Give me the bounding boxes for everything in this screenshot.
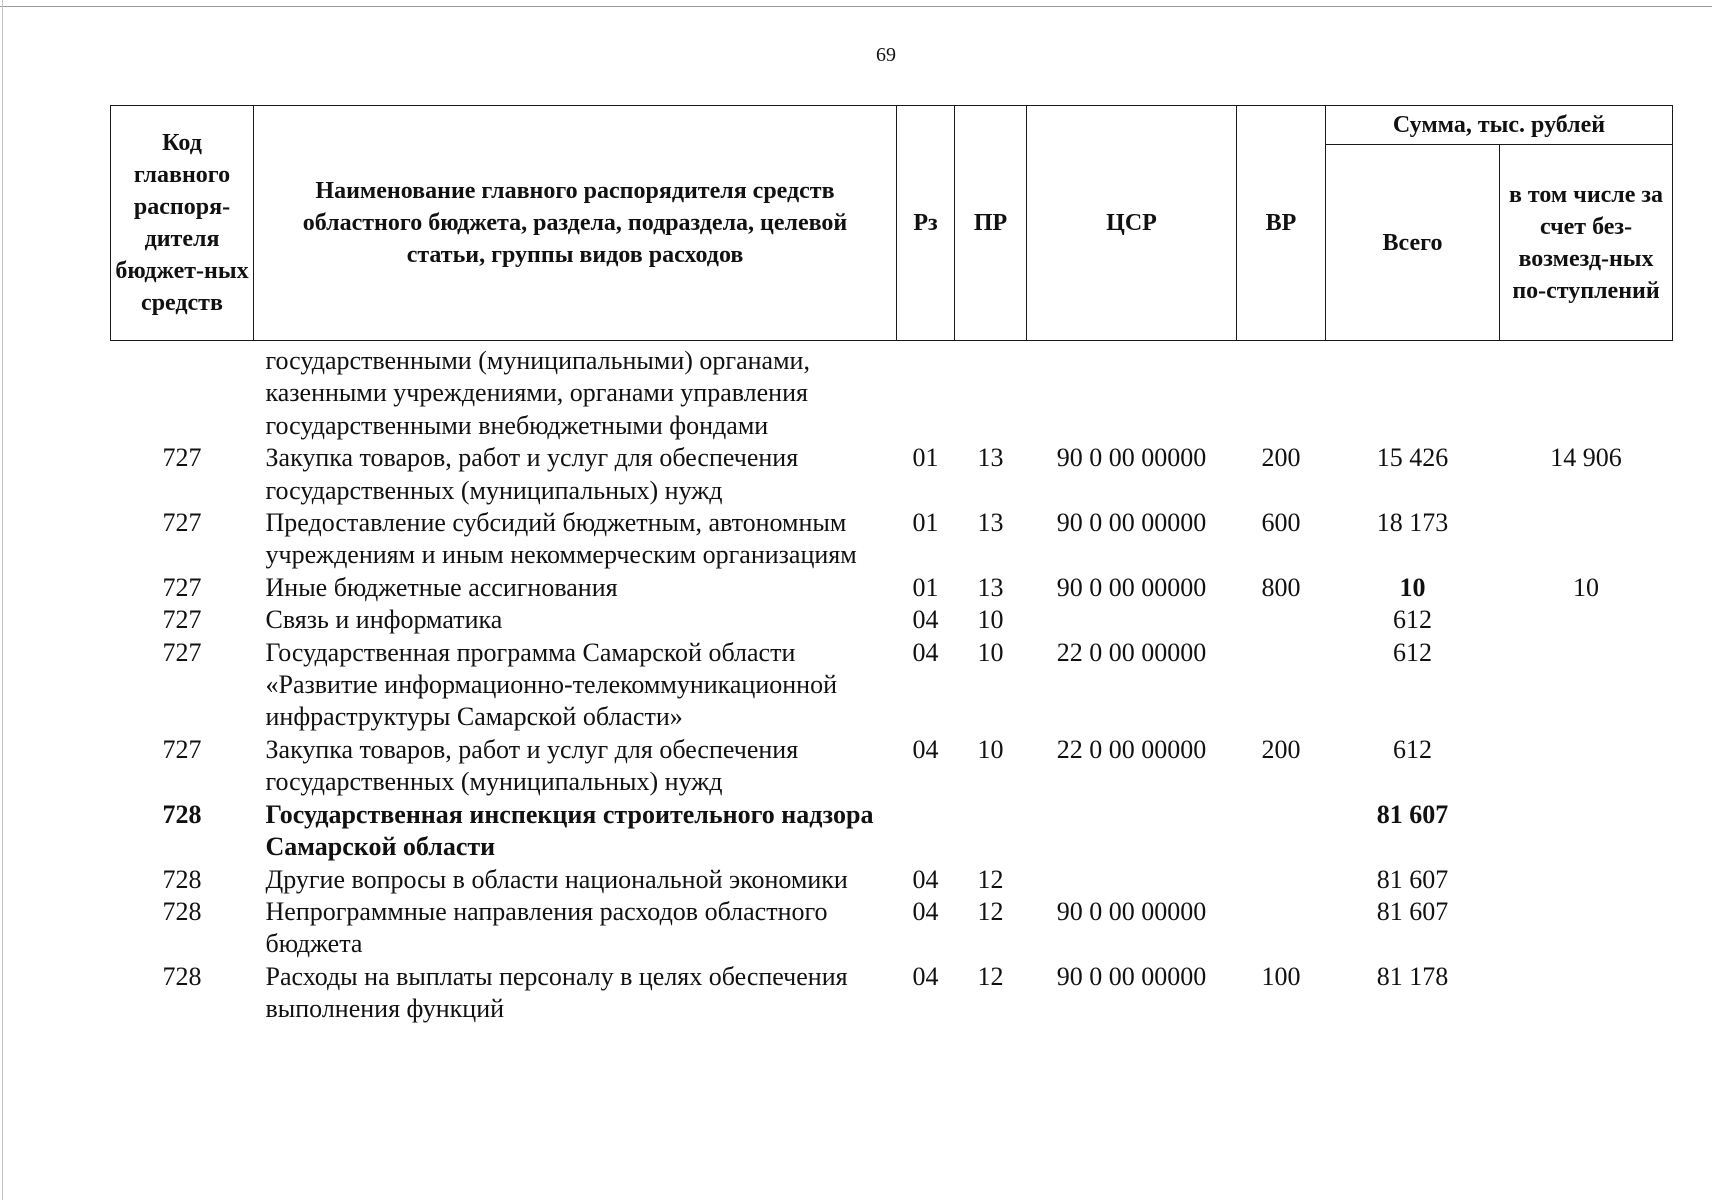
cell-pr: 13 <box>977 508 1004 538</box>
cell-total: 81 607 <box>1376 864 1449 894</box>
table-row <box>111 572 1673 604</box>
cell-rz: 01 <box>912 572 939 602</box>
cell-vr <box>1237 799 1326 864</box>
cell-free <box>1500 961 1673 1026</box>
page-number: 69 <box>876 44 896 66</box>
cell-csr <box>1027 864 1237 896</box>
header-total: Всего <box>1326 145 1500 341</box>
cell-csr <box>1027 341 1237 443</box>
cell-rz <box>897 799 955 864</box>
header-code: Код главного распоря-дителя бюджет-ных средств <box>111 106 254 341</box>
table-row <box>111 734 1673 799</box>
cell-free <box>1500 734 1673 799</box>
cell-rz: 04 <box>912 734 939 764</box>
cell-free <box>1500 799 1673 864</box>
cell-free <box>1500 637 1673 734</box>
budget-table <box>110 105 1673 1026</box>
cell-code: 728 <box>162 799 202 829</box>
cell-code: 727 <box>162 572 202 602</box>
cell-vr <box>1237 604 1326 636</box>
cell-vr: 600 <box>1261 508 1301 538</box>
cell-code: 727 <box>162 734 202 764</box>
cell-rz <box>897 341 955 443</box>
cell-free <box>1500 507 1673 572</box>
cell-pr: 13 <box>977 443 1004 473</box>
table-body <box>111 341 1673 1026</box>
cell-csr: 90 0 00 00000 <box>1056 572 1207 602</box>
cell-vr: 100 <box>1261 961 1301 991</box>
cell-pr: 13 <box>977 572 1004 602</box>
scan-edge-left <box>2 0 3 1200</box>
cell-free: 14 906 <box>1550 443 1622 473</box>
cell-rz: 04 <box>912 605 939 635</box>
table-row <box>111 507 1673 572</box>
table-row <box>111 341 1673 443</box>
header-csr: ЦСР <box>1027 106 1237 341</box>
cell-pr: 10 <box>977 637 1004 667</box>
cell-csr: 90 0 00 00000 <box>1056 443 1207 473</box>
cell-pr: 12 <box>977 961 1004 991</box>
cell-rz: 04 <box>912 961 939 991</box>
cell-vr <box>1237 341 1326 443</box>
cell-total: 612 <box>1393 734 1432 764</box>
cell-free <box>1500 341 1673 443</box>
table-row <box>111 604 1673 636</box>
cell-name: Связь и информатика <box>265 605 503 635</box>
header-free: в том числе за счет без-возмезд-ных по-ступлений <box>1500 145 1673 341</box>
cell-rz: 01 <box>912 443 939 473</box>
header-name: Наименование главного распорядителя средств областного бюджета, раздела, подраздела, целевой статьи, группы видов расходов <box>254 106 897 341</box>
cell-free <box>1500 896 1673 961</box>
cell-csr: 22 0 00 00000 <box>1056 734 1207 764</box>
cell-rz: 04 <box>912 637 939 667</box>
table-header <box>111 106 1673 341</box>
cell-free <box>1500 604 1673 636</box>
cell-pr: 10 <box>977 734 1004 764</box>
header-rz: Рз <box>897 106 955 341</box>
cell-csr: 90 0 00 00000 <box>1056 508 1207 538</box>
cell-code: 728 <box>162 864 202 894</box>
cell-total: 81 178 <box>1376 961 1449 991</box>
cell-total: 15 426 <box>1376 443 1449 473</box>
cell-code: 727 <box>162 443 202 473</box>
cell-vr <box>1237 896 1326 961</box>
cell-rz: 04 <box>912 896 939 926</box>
table-row-department <box>111 799 1673 864</box>
cell-pr <box>955 799 1027 864</box>
cell-code: 727 <box>162 637 202 667</box>
cell-total: 81 607 <box>1376 799 1449 829</box>
cell-pr: 10 <box>977 605 1004 635</box>
cell-vr: 800 <box>1261 572 1301 602</box>
cell-name: Предоставление субсидий бюджетным, автономным учреждениям и иным некоммерческим организациям <box>265 508 857 570</box>
cell-rz: 04 <box>912 864 939 894</box>
cell-csr <box>1027 604 1237 636</box>
cell-total: 612 <box>1393 637 1432 667</box>
cell-vr: 200 <box>1261 734 1301 764</box>
table-row <box>111 961 1673 1026</box>
cell-vr <box>1237 864 1326 896</box>
cell-csr: 90 0 00 00000 <box>1056 896 1207 926</box>
scan-edge-top <box>0 6 1712 7</box>
cell-name: Иные бюджетные ассигнования <box>265 572 618 602</box>
cell-code: 727 <box>162 508 202 538</box>
cell-name: Закупка товаров, работ и услуг для обеспечения государственных (муниципальных) нужд <box>265 443 799 505</box>
header-pr: ПР <box>955 106 1027 341</box>
cell-name: Расходы на выплаты персоналу в целях обеспечения выполнения функций <box>265 961 848 1024</box>
cell-code <box>111 341 254 443</box>
table-row <box>111 637 1673 734</box>
cell-pr: 12 <box>977 864 1004 894</box>
cell-name: государственными (муниципальными) органами, казенными учреждениями, органами управления государственными внебюджетными фондами <box>265 346 810 440</box>
cell-code: 728 <box>162 896 202 926</box>
cell-total: 10 <box>1399 572 1426 602</box>
table-row <box>111 896 1673 961</box>
cell-total: 612 <box>1393 605 1432 635</box>
cell-pr: 12 <box>977 896 1004 926</box>
cell-vr: 200 <box>1261 443 1301 473</box>
header-vr: ВР <box>1237 106 1326 341</box>
cell-name: Другие вопросы в области национальной экономики <box>265 864 848 894</box>
cell-csr: 22 0 00 00000 <box>1056 637 1207 667</box>
cell-free: 10 <box>1573 572 1599 602</box>
table-row <box>111 864 1673 896</box>
cell-free <box>1500 864 1673 896</box>
cell-code: 727 <box>162 605 202 635</box>
cell-total <box>1326 341 1500 443</box>
cell-name: Непрограммные направления расходов областного бюджета <box>265 896 828 959</box>
cell-name: Государственная программа Самарской области «Развитие информационно-телекоммуникационной инфраструктуры Самарской области» <box>265 637 838 732</box>
header-sum-group: Сумма, тыс. рублей <box>1326 106 1673 145</box>
cell-name: Закупка товаров, работ и услуг для обеспечения государственных (муниципальных) нужд <box>265 734 799 797</box>
cell-total: 18 173 <box>1376 508 1449 538</box>
cell-vr <box>1237 637 1326 734</box>
cell-csr: 90 0 00 00000 <box>1056 961 1207 991</box>
cell-total: 81 607 <box>1376 896 1449 926</box>
table-row <box>111 442 1673 507</box>
cell-rz: 01 <box>912 508 939 538</box>
cell-name: Государственная инспекция строительного надзора Самарской области <box>265 799 874 862</box>
cell-csr <box>1027 799 1237 864</box>
cell-code: 728 <box>162 961 202 991</box>
cell-pr <box>955 341 1027 443</box>
